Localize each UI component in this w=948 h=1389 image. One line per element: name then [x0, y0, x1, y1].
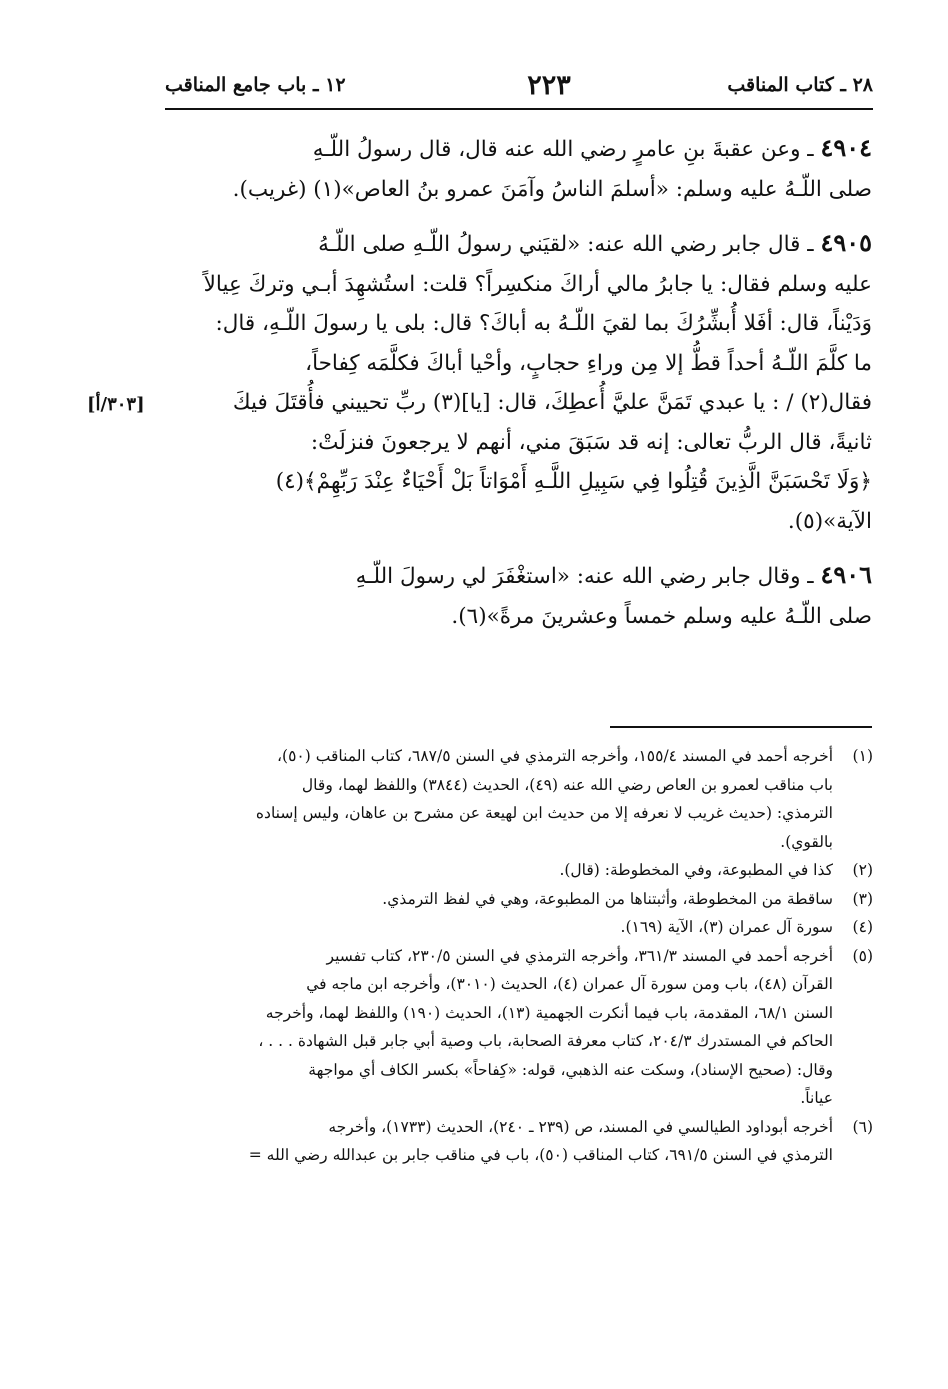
footnote-number: (١)	[852, 747, 873, 765]
hadith-line: ثانيةً، قال الربُّ تعالى: إنه قد سَبَقَ مني، أنهم لا يرجعونَ فنزلَتْ:	[310, 429, 872, 455]
hadith-line: ـ وعن عقبةَ بنِ عامرٍ رضي الله عنه قال، قال رسولُ اللّـهِ	[312, 137, 814, 162]
footnote-2	[173, 856, 873, 885]
footnote-separator	[610, 726, 872, 728]
running-header	[165, 62, 873, 110]
footnote-line: أخرجه أحمد في المسند ١٥٥/٤، وأخرجه الترمذي في السنن ٦٨٧/٥، كتاب المناقب (٥٠)،	[277, 747, 833, 765]
footnote-3	[173, 885, 873, 914]
footnote-4	[173, 913, 873, 942]
footnote-6	[173, 1113, 873, 1170]
footnote-line: أخرجه أبوداود الطيالسي في المسند، ص (٢٣٩ ـ ٢٤٠)، الحديث (١٧٣٣)، وأخرجه	[328, 1117, 833, 1136]
hadith-line: صلى اللّـهُ عليه وسلم خمساً وعشرينَ مرةً»(٦).	[451, 603, 872, 629]
footnote-number: (٤)	[852, 918, 873, 936]
hadith-line: فقال(٢) / : يا عبدي تَمَنَّ عليَّ أُعطِكَ، قال: [يا](٣) ربِّ تحييني فأُقتَلَ فيكَ	[232, 390, 872, 415]
hadith-line: عليه وسلم فقال: يا جابرُ مالي أراكَ منكسِراً؟ قلت: استُشهِدَ أبـي وتركَ عِيالاً	[203, 271, 872, 297]
hadith-line: وَدَيْناً، قال: أفَلا أُبشِّرُكَ بما لقيَ اللّـهُ به أباكَ؟ قال: بلى يا رسولَ اللّـهِ، قال:	[215, 311, 872, 336]
hadith-line: ـ قال جابر رضي الله عنه: «لقيَني رسولُ اللّـهِ صلى اللّـهُ	[318, 232, 814, 257]
hadith-number: ٤٩٠٦	[820, 560, 872, 589]
footnote-line: الترمذي: (حديث غريب لا نعرفه إلا من حديث ابن لهيعة عن مشرح بن عاهان، وليس إسناده	[255, 804, 833, 822]
hadith-line: صلى اللّـهُ عليه وسلم: «أسلمَ الناسُ وآمَنَ عمرو بنُ العاص»(١) (غريب).	[232, 176, 872, 202]
footnote-line: السنن ٦٨/١، المقدمة، باب فيما أنكرت الجهمية (١٣)، الحديث (١٩٠) واللفظ لهما، وأخرجه	[265, 1003, 833, 1022]
footnotes	[173, 742, 873, 1170]
footnote-line: بالقوي).	[780, 832, 833, 851]
chapter-title: ٢٨ ـ كتاب المناقب	[727, 74, 873, 96]
footnote-number: (٣)	[852, 889, 873, 908]
hadith-line: ـ وقال جابر رضي الله عنه: «استغْفَرَ لي رسولَ اللّـهِ	[355, 564, 814, 589]
footnote-line: سورة آل عمران (٣)، الآية (١٦٩).	[620, 918, 833, 936]
hadith-4906	[150, 555, 872, 636]
footnote-number: (٦)	[852, 1117, 873, 1136]
hadith-line: ما كلَّمَ اللّـهُ أحداً قطُّ إلا مِن وراءِ حجابٍ، وأحْيا أباكَ فكلَّمَه كِفاحاً،	[305, 350, 872, 376]
footnote-number: (٢)	[852, 861, 873, 879]
footnote-line: أخرجه أحمد في المسند ٣٦١/٣، وأخرجه الترمذي في السنن ٢٣٠/٥، كتاب تفسير	[326, 946, 833, 965]
hadith-line: الآية»(٥).	[787, 508, 872, 534]
footnote-line: باب مناقب لعمرو بن العاص رضي الله عنه (٤٩)، الحديث (٣٨٤٤) واللفظ لهما، وقال	[301, 775, 833, 794]
footnote-line: ساقطة من المخطوطة، وأثبتناها من المطبوعة، وهي في لفظ الترمذي.	[382, 889, 833, 908]
footnote-5	[173, 942, 873, 1113]
hadith-number: ٤٩٠٤	[820, 133, 872, 162]
footnote-line: عياناً.	[800, 1089, 833, 1107]
hadith-4905	[87, 223, 872, 541]
hadith-4904	[150, 128, 872, 209]
footnote-1	[173, 742, 873, 856]
quran-verse: ﴿وَلَا تَحْسَبَنَّ الَّذِينَ قُتِلُوا فِي سَبِيلِ اللَّـهِ أَمْوَاتاً بَلْ أَحْيَاءٌ عِنْدَ رَبِّهِمْ﴾(٤)	[275, 469, 872, 494]
manuscript-folio-note: [٣٠٣/أ]	[87, 394, 145, 415]
section-title: ١٢ ـ باب جامع المناقب	[165, 74, 346, 96]
footnote-number: (٥)	[852, 946, 873, 965]
hadith-number: ٤٩٠٥	[820, 228, 872, 257]
footnote-line: كذا في المطبوعة، وفي المخطوطة: (قال).	[559, 861, 833, 879]
footnote-line: القرآن (٤٨)، باب ومن سورة آل عمران (٤)، الحديث (٣٠١٠)، وأخرجه ابن ماجه في	[306, 975, 833, 993]
footnote-line: وقال: (صحيح الإسناد)، وسكت عنه الذهبي، قوله: «كِفاحاً» بكسر الكاف أي مواجهة	[308, 1060, 833, 1079]
footnote-line: الحاكم في المستدرك ٢٠٤/٣، كتاب معرفة الصحابة، باب وصية أبي جابر قبل الشهادة . . . ،	[258, 1032, 833, 1050]
main-text	[87, 128, 872, 650]
page-number: ٢٢٣	[527, 69, 571, 101]
footnote-line: الترمذي في السنن ٦٩١/٥، كتاب المناقب (٥٠)، باب في مناقب جابر بن عبدالله رضي الله =	[248, 1146, 833, 1164]
